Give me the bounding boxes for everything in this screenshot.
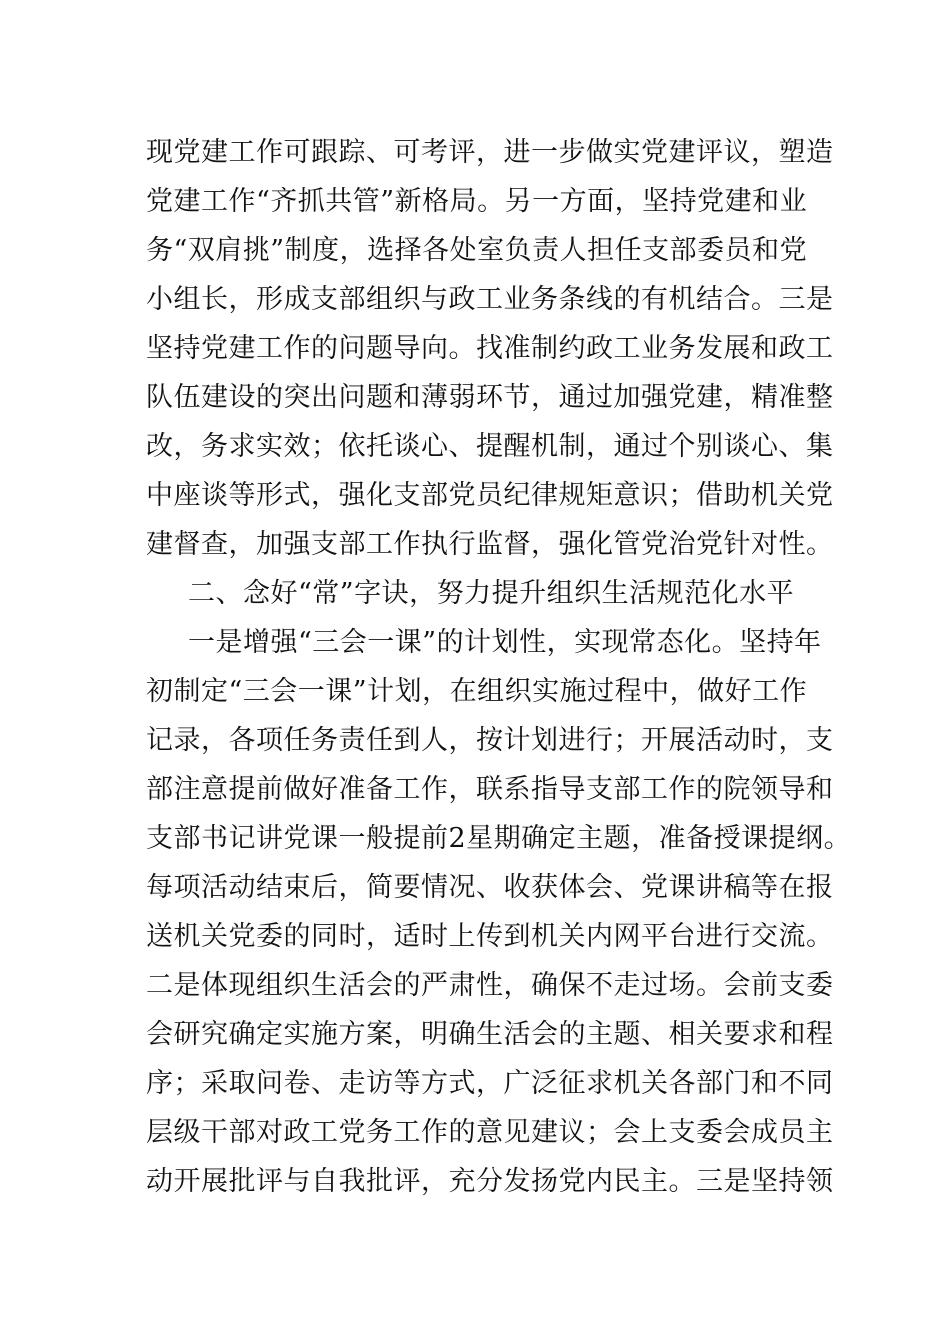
paragraph-start-line: 一是增强“三会一课”的计划性，实现常态化。坚持年	[188, 627, 822, 658]
text-line: 动开展批评与自我批评，充分发扬党内民主。三是坚持领	[146, 1166, 834, 1197]
section-heading: 二、念好“常”字诀，努力提升组织生活规范化水平	[188, 578, 795, 609]
text-line: 改，务求实效；依托谈心、提醒机制，通过个别谈心、集	[146, 431, 834, 462]
text-line: 建督查，加强支部工作执行监督，强化管党治党针对性。	[146, 529, 834, 560]
text-line: 每项活动结束后，简要情况、收获体会、党课讲稿等在报	[146, 872, 834, 903]
text-line: 队伍建设的突出问题和薄弱环节，通过加强党建，精准整	[146, 382, 834, 413]
text-line: 坚持党建工作的问题导向。找准制约政工业务发展和政工	[146, 333, 834, 364]
text-line: 党建工作“齐抓共管”新格局。另一方面，坚持党建和业	[146, 186, 808, 217]
text-line: 部注意提前做好准备工作，联系指导支部工作的院领导和	[146, 774, 834, 805]
text-line: 小组长，形成支部组织与政工业务条线的有机结合。三是	[146, 284, 834, 315]
text-line: 支部书记讲党课一般提前2星期确定主题，准备授课提纲。	[146, 823, 852, 854]
text-line: 中座谈等形式，强化支部党员纪律规矩意识；借助机关党	[146, 480, 834, 511]
text-line: 记录，各项任务责任到人，按计划进行；开展活动时，支	[146, 725, 834, 756]
text-line: 初制定“三会一课”计划，在组织实施过程中，做好工作	[146, 676, 808, 707]
text-line: 序；采取问卷、走访等方式，广泛征求机关各部门和不同	[146, 1068, 834, 1099]
text-line: 二是体现组织生活会的严肃性，确保不走过场。会前支委	[146, 970, 834, 1001]
text-line: 送机关党委的同时，适时上传到机关内网平台进行交流。	[146, 921, 834, 952]
text-line: 层级干部对政工党务工作的意见建议；会上支委会成员主	[146, 1117, 834, 1148]
text-line: 现党建工作可跟踪、可考评，进一步做实党建评议，塑造	[146, 137, 834, 168]
document-body	[146, 128, 852, 1206]
text-line: 会研究确定实施方案，明确生活会的主题、相关要求和程	[146, 1019, 834, 1050]
text-line: 务“双肩挑”制度，选择各处室负责人担任支部委员和党	[146, 235, 808, 266]
